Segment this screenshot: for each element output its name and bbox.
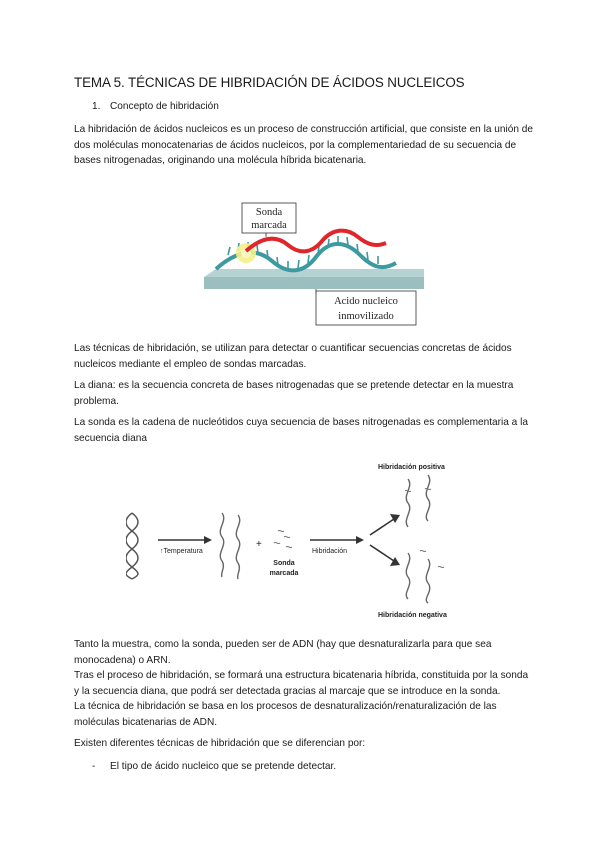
section-heading: Concepto de hibridación xyxy=(110,101,219,112)
bullet-marker: - xyxy=(92,761,96,772)
paragraph-differences: Existen diferentes técnicas de hibridación que se diferencian por: xyxy=(74,738,366,749)
temperature-label: ↑Temperatura xyxy=(160,548,203,555)
negative-label: Hibridación negativa xyxy=(378,612,447,619)
paragraph-techniques: Las técnicas de hibridación, se utilizan para detectar o cuantificar secuencias concretas de ácidos nucleicos mediante el empleo de sondas marcadas. xyxy=(74,343,512,370)
probe-label-line1: Sonda xyxy=(255,207,283,218)
probe-label-line2: marcada xyxy=(269,570,299,577)
probe-label-line1: Sonda xyxy=(273,560,295,567)
target-label-line1: Acido nucleico xyxy=(334,296,398,307)
paragraph-basis: La técnica de hibridación se basa en los procesos de desnaturalización/renaturalización de las moléculas bicatenarias de ADN. xyxy=(74,701,497,728)
paragraph-probe: La sonda es la cadena de nucleótidos cuya secuencia de bases nitrogenadas es complementaria a la secuencia diana xyxy=(74,417,528,444)
hybridization-diagram xyxy=(176,173,424,331)
hybridization-label: Hibridación xyxy=(312,548,348,555)
paragraph-sample-types: Tanto la muestra, como la sonda, pueden ser de ADN (hay que desnaturalizarla para que sea monocadena) o ARN. xyxy=(74,639,492,666)
plus-sign: + xyxy=(256,539,262,550)
bullet-item-nucleic-acid: El tipo de ácido nucleico que se pretende detectar. xyxy=(110,761,337,772)
paragraph-target: La diana: es la secuencia concreta de bases nitrogenadas que se pretende detectar en la muestra problema. xyxy=(74,380,514,407)
paragraph-hybrid-structure: Tras el proceso de hibridación, se formará una estructura bicatenaria híbrida, constituida por la sonda y la secuencia diana, que podrá ser detectada gracias al marcaje que se introduce en la sonda. xyxy=(74,670,529,697)
hybridization-process-diagram xyxy=(126,455,486,625)
probe-label-line2: marcada xyxy=(251,220,287,231)
section-number: 1. xyxy=(92,101,101,112)
target-label-line2: inmovilizado xyxy=(338,311,394,322)
page-title: TEMA 5. TÉCNICAS DE HIBRIDACIÓN DE ÁCIDOS NUCLEICOS xyxy=(74,75,465,90)
paragraph-definition: La hibridación de ácidos nucleicos es un proceso de construcción artificial, que consiste en la unión de dos moléculas monocatenarias de ácidos nucleicos, por la complementariedad de su secuencia de bases nitrogenadas, originando una molécula híbrida bicatenaria. xyxy=(74,124,533,166)
positive-label: Hibridación positiva xyxy=(378,464,445,471)
